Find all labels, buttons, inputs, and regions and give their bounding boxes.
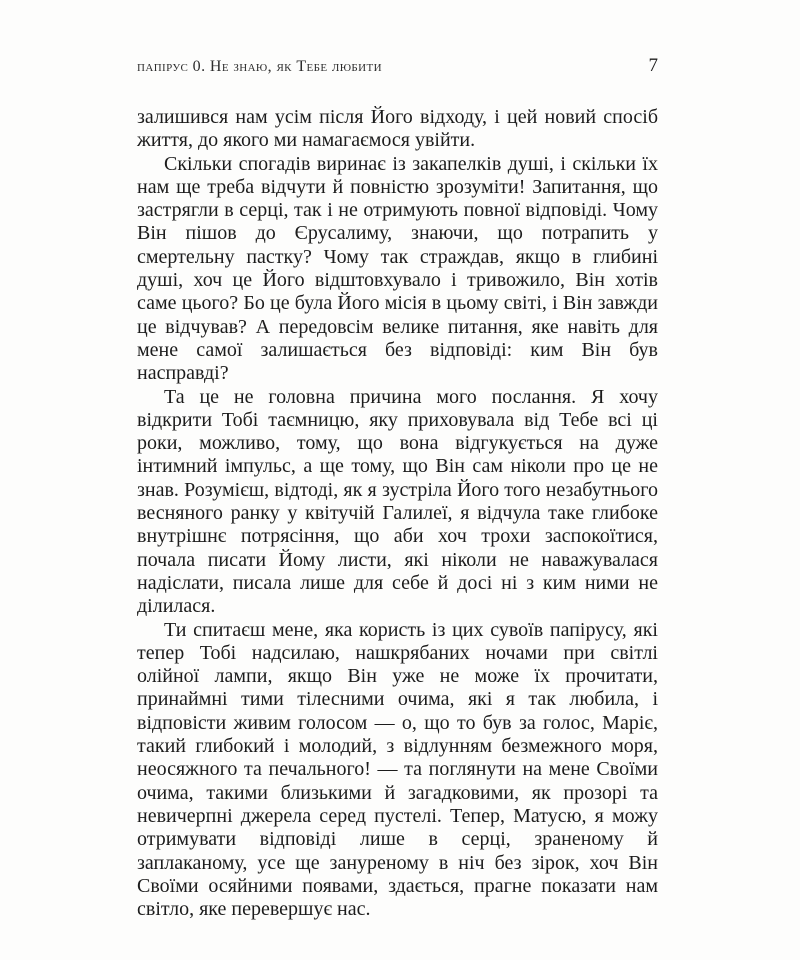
running-title: папірус 0. Не знаю, як Тебе любити [137,58,382,75]
paragraph: Скільки спогадів виринає із закапелків душі, і скільки їх нам ще треба відчути й повністю зрозуміти! Запитання, що застрягли в серці, так і не отримують повної відповіді. Чому Він пішов до Єрусалиму, знаючи, що потрапить у смертельну пастку? Чому так страждав, якщо в глибині душі, хоч це Його відштовхувало і тривожило, Він хотів саме цього? Бо це була Його місія в цьому світі, і Він завжди це відчував? А передовсім велике питання, яке навіть для мене самої залишається без відповіді: ким Він був насправді? [137,152,658,385]
page-number: 7 [648,55,658,76]
paragraph: Ти спитаєш мене, яка користь із цих сувоїв папірусу, які тепер Тобі надсилаю, нашкрябаних ночами при світлі олійної лампи, якщо Він уже не може їх прочитати, принаймні тими тілесними очима, які я так любила, і відповісти живим голосом — о, що то був за голос, Маріє, такий глибокий і молодий, з відлунням безмежного моря, неосяжного та печального! — та поглянути на мене Своїми очима, такими близькими й загадковими, як прозорі та невичерпні джерела серед пустелі. Тепер, Матусю, я можу отримувати відповіді лише в серці, зраненому й заплаканому, усе ще зануреному в ніч без зірок, хоч Він Своїми осяйними появами, здається, прагне показати нам світло, яке перевершує нас. [137,618,658,921]
paragraph: залишився нам усім після Його відходу, і цей новий спосіб життя, до якого ми намагаємося увійти. [137,106,658,152]
page-header [137,55,658,75]
paragraph: Та це не головна причина мого послання. Я хочу відкрити Тобі таємницю, яку приховувала від Тебе всі ці роки, можливо, тому, що вона відгукується на дуже інтимний імпульс, а ще тому, що Він сам ніколи про це не знав. Розумієш, відтоді, як я зустріла Його того незабутнього весняного ранку у квітучій Галилеї, я відчула таке глибоке внутрішнє потрясіння, що аби хоч трохи заспокоїтися, почала писати Йому листи, які ніколи не наважувалася надіслати, писала лише для себе й досі ні з ким ними не ділилася. [137,385,658,618]
body-text [137,106,658,921]
